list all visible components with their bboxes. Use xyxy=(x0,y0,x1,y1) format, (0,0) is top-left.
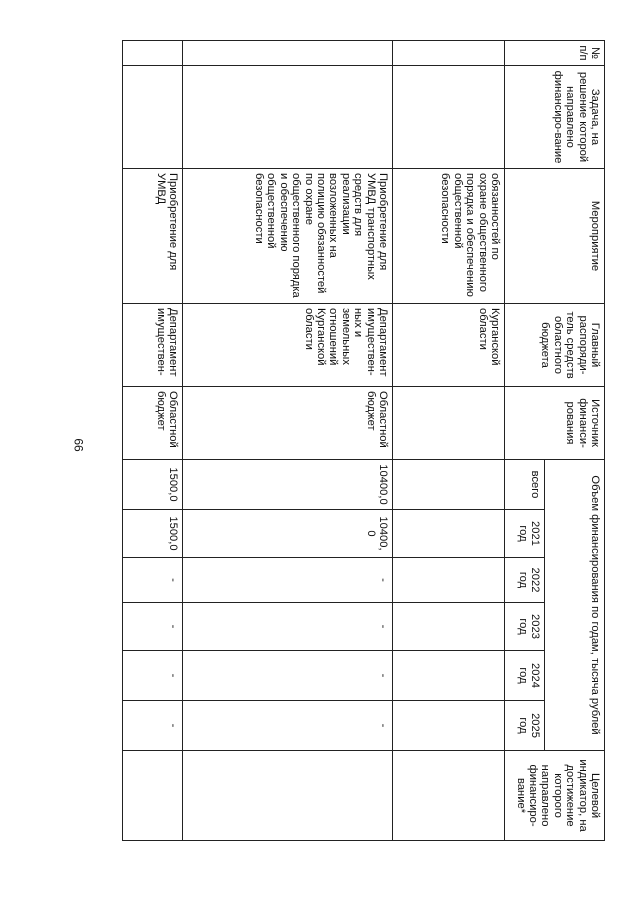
table-row xyxy=(123,41,183,841)
cell-task xyxy=(393,66,505,169)
cell-2025 xyxy=(393,701,505,751)
col-header-2023: 2023 год xyxy=(505,603,545,651)
col-header-2022: 2022 год xyxy=(505,558,545,603)
cell-2022: - xyxy=(123,558,183,603)
col-header-total: всего xyxy=(505,460,545,510)
col-header-indicator: Целевой индикатор, на достижение которого направлено финансиро-вание* xyxy=(505,751,605,841)
cell-2022 xyxy=(393,558,505,603)
cell-task xyxy=(123,66,183,169)
cell-2021 xyxy=(393,510,505,558)
cell-2024: - xyxy=(183,651,393,701)
cell-2025: - xyxy=(183,701,393,751)
financing-table xyxy=(122,40,605,841)
cell-manager: Департамент имуществен-ных и земельных отношений Курганской области xyxy=(183,304,393,387)
cell-2021: 10400,0 xyxy=(183,510,393,558)
cell-total: 1500,0 xyxy=(123,460,183,510)
cell-2024: - xyxy=(123,651,183,701)
cell-num xyxy=(393,41,505,66)
table-row xyxy=(393,41,505,841)
col-header-task: Задача, на решение которой направлено финансиро-вание xyxy=(505,66,605,169)
col-header-source: Источник финанси-рования xyxy=(505,387,605,460)
cell-source: Областной бюджет xyxy=(183,387,393,460)
cell-measure: обязанностей по охране общественного порядка и обеспечению общественной безопасности xyxy=(393,169,505,304)
cell-manager: Курганской области xyxy=(393,304,505,387)
col-header-2024: 2024 год xyxy=(505,651,545,701)
cell-indicator xyxy=(123,751,183,841)
cell-total: 10400,0 xyxy=(183,460,393,510)
col-header-num: № п/п xyxy=(505,41,605,66)
cell-2022: - xyxy=(183,558,393,603)
table-row xyxy=(183,41,393,841)
cell-2023: - xyxy=(123,603,183,651)
cell-task xyxy=(183,66,393,169)
col-header-2025: 2025 год xyxy=(505,701,545,751)
cell-measure: Приобретение для УМВД xyxy=(123,169,183,304)
cell-source xyxy=(393,387,505,460)
cell-indicator xyxy=(183,751,393,841)
cell-2023 xyxy=(393,603,505,651)
col-header-measure: Мероприятие xyxy=(505,169,605,304)
cell-total xyxy=(393,460,505,510)
cell-2023: - xyxy=(183,603,393,651)
rotated-table-container xyxy=(100,40,605,840)
col-header-manager: Главный распоряди-тель средств областного бюджета xyxy=(505,304,605,387)
cell-manager: Департамент имуществен- xyxy=(123,304,183,387)
col-header-2021: 2021 год xyxy=(505,510,545,558)
cell-source: Областной бюджет xyxy=(123,387,183,460)
cell-indicator xyxy=(393,751,505,841)
col-header-volume: Объем финансирования по годам, тысяча рублей xyxy=(545,460,605,751)
cell-2025: - xyxy=(123,701,183,751)
cell-num xyxy=(123,41,183,66)
cell-2021: 1500,0 xyxy=(123,510,183,558)
cell-num xyxy=(183,41,393,66)
cell-measure: Приобретение для УМВД транспортных средств для реализации возложенных на полицию обязанностей по охране общественного порядка и обеспечению общественной безопасности xyxy=(183,169,393,304)
page-number: 66 xyxy=(71,438,86,452)
cell-2024 xyxy=(393,651,505,701)
